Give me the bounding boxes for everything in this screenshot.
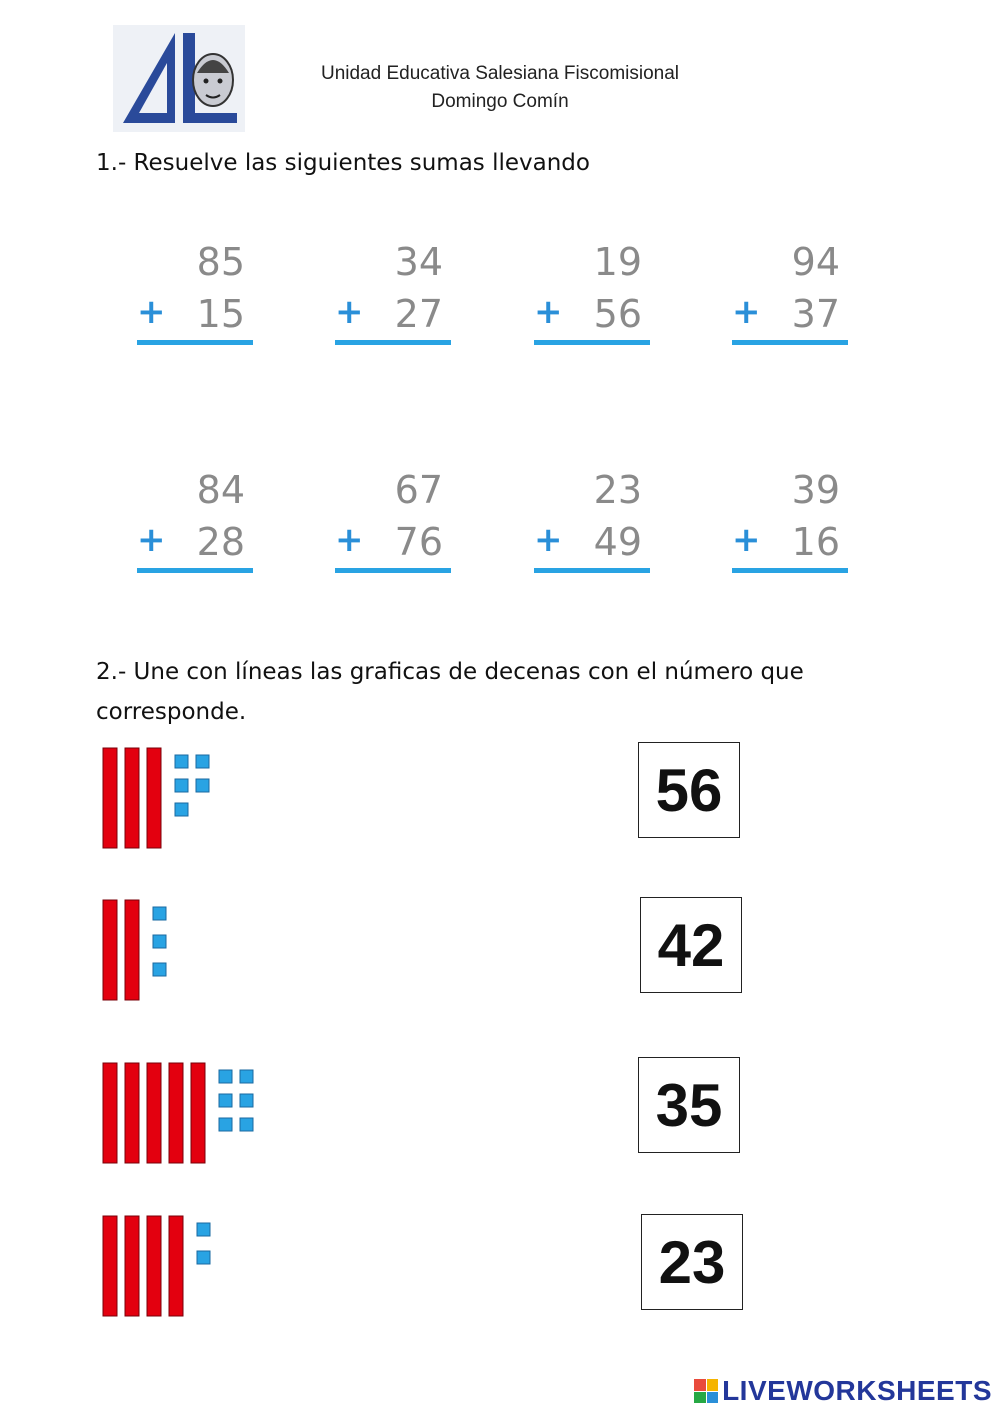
answer-box-3[interactable]: 35 [638, 1057, 740, 1153]
ten-bar [147, 1216, 161, 1316]
sum-problem [732, 240, 850, 350]
unit-cube [240, 1070, 253, 1083]
unit-cube [219, 1094, 232, 1107]
answer-line[interactable] [137, 568, 253, 573]
school-logo [113, 25, 245, 132]
sum-top-number: 67 [394, 468, 443, 512]
sum-bottom-number: 37 [791, 292, 840, 336]
base-ten-group-3[interactable] [103, 1063, 253, 1163]
answer-line[interactable] [534, 568, 650, 573]
ten-bar [103, 1216, 117, 1316]
ten-bar [125, 1063, 139, 1163]
ten-bar [125, 900, 139, 1000]
plus-sign: + [534, 292, 563, 332]
ten-bar [147, 1063, 161, 1163]
ten-bar [103, 900, 117, 1000]
plus-sign: + [137, 520, 166, 560]
liveworksheets-footer [694, 1375, 992, 1407]
sum-problem [534, 240, 652, 350]
ten-bar [169, 1063, 183, 1163]
sum-top-number: 34 [394, 240, 443, 284]
base-ten-group-4[interactable] [103, 1216, 210, 1316]
sum-bottom-number: 27 [394, 292, 443, 336]
sum-top-number: 19 [593, 240, 642, 284]
unit-cube [175, 803, 188, 816]
sum-bottom-number: 16 [791, 520, 840, 564]
unit-cube [219, 1070, 232, 1083]
sum-problem [335, 240, 453, 350]
ten-bar [147, 748, 161, 848]
plus-sign: + [335, 292, 364, 332]
unit-cube [196, 779, 209, 792]
answer-line[interactable] [335, 340, 451, 345]
ten-bar [125, 748, 139, 848]
base-ten-group-1[interactable] [103, 748, 209, 848]
sum-problem [732, 468, 850, 578]
sum-problem [137, 468, 255, 578]
sum-top-number: 39 [791, 468, 840, 512]
footer-brand: LIVEWORKSHEETS [722, 1375, 992, 1406]
base-ten-group-2[interactable] [103, 900, 166, 1000]
answer-box-4[interactable]: 23 [641, 1214, 743, 1310]
school-name-line1: Unidad Educativa Salesiana Fiscomisional [320, 63, 680, 84]
answer-line[interactable] [534, 340, 650, 345]
unit-cube [240, 1094, 253, 1107]
sum-bottom-number: 56 [593, 292, 642, 336]
plus-sign: + [732, 292, 761, 332]
ten-bar [103, 748, 117, 848]
answer-box-1[interactable]: 56 [638, 742, 740, 838]
sum-problem [335, 468, 453, 578]
liveworksheets-logo-icon [694, 1379, 718, 1403]
unit-cube [196, 755, 209, 768]
sum-bottom-number: 76 [394, 520, 443, 564]
unit-cube [219, 1118, 232, 1131]
sum-top-number: 94 [791, 240, 840, 284]
plus-sign: + [732, 520, 761, 560]
unit-cube [153, 935, 166, 948]
answer-line[interactable] [137, 340, 253, 345]
answer-line[interactable] [335, 568, 451, 573]
plus-sign: + [335, 520, 364, 560]
school-name-line2: Domingo Comín [431, 91, 569, 112]
ten-bar [125, 1216, 139, 1316]
sum-bottom-number: 15 [196, 292, 245, 336]
ten-bar [191, 1063, 205, 1163]
base-ten-graphics [95, 740, 395, 1340]
unit-cube [197, 1251, 210, 1264]
sum-problem [534, 468, 652, 578]
plus-sign: + [534, 520, 563, 560]
ten-bar [103, 1063, 117, 1163]
sum-top-number: 23 [593, 468, 642, 512]
question-1: 1.- Resuelve las siguientes sumas llevando [96, 150, 590, 176]
sum-bottom-number: 28 [196, 520, 245, 564]
answer-box-2[interactable]: 42 [640, 897, 742, 993]
sum-top-number: 85 [196, 240, 245, 284]
unit-cube [175, 779, 188, 792]
ten-bar [169, 1216, 183, 1316]
school-name [250, 60, 750, 116]
answer-line[interactable] [732, 340, 848, 345]
sum-problem [137, 240, 255, 350]
question-2: 2.- Une con líneas las graficas de decenas con el número que corresponde. [96, 659, 804, 725]
sum-bottom-number: 49 [593, 520, 642, 564]
unit-cube [197, 1223, 210, 1236]
sum-top-number: 84 [196, 468, 245, 512]
plus-sign: + [137, 292, 166, 332]
unit-cube [153, 907, 166, 920]
unit-cube [153, 963, 166, 976]
answer-line[interactable] [732, 568, 848, 573]
unit-cube [240, 1118, 253, 1131]
unit-cube [175, 755, 188, 768]
